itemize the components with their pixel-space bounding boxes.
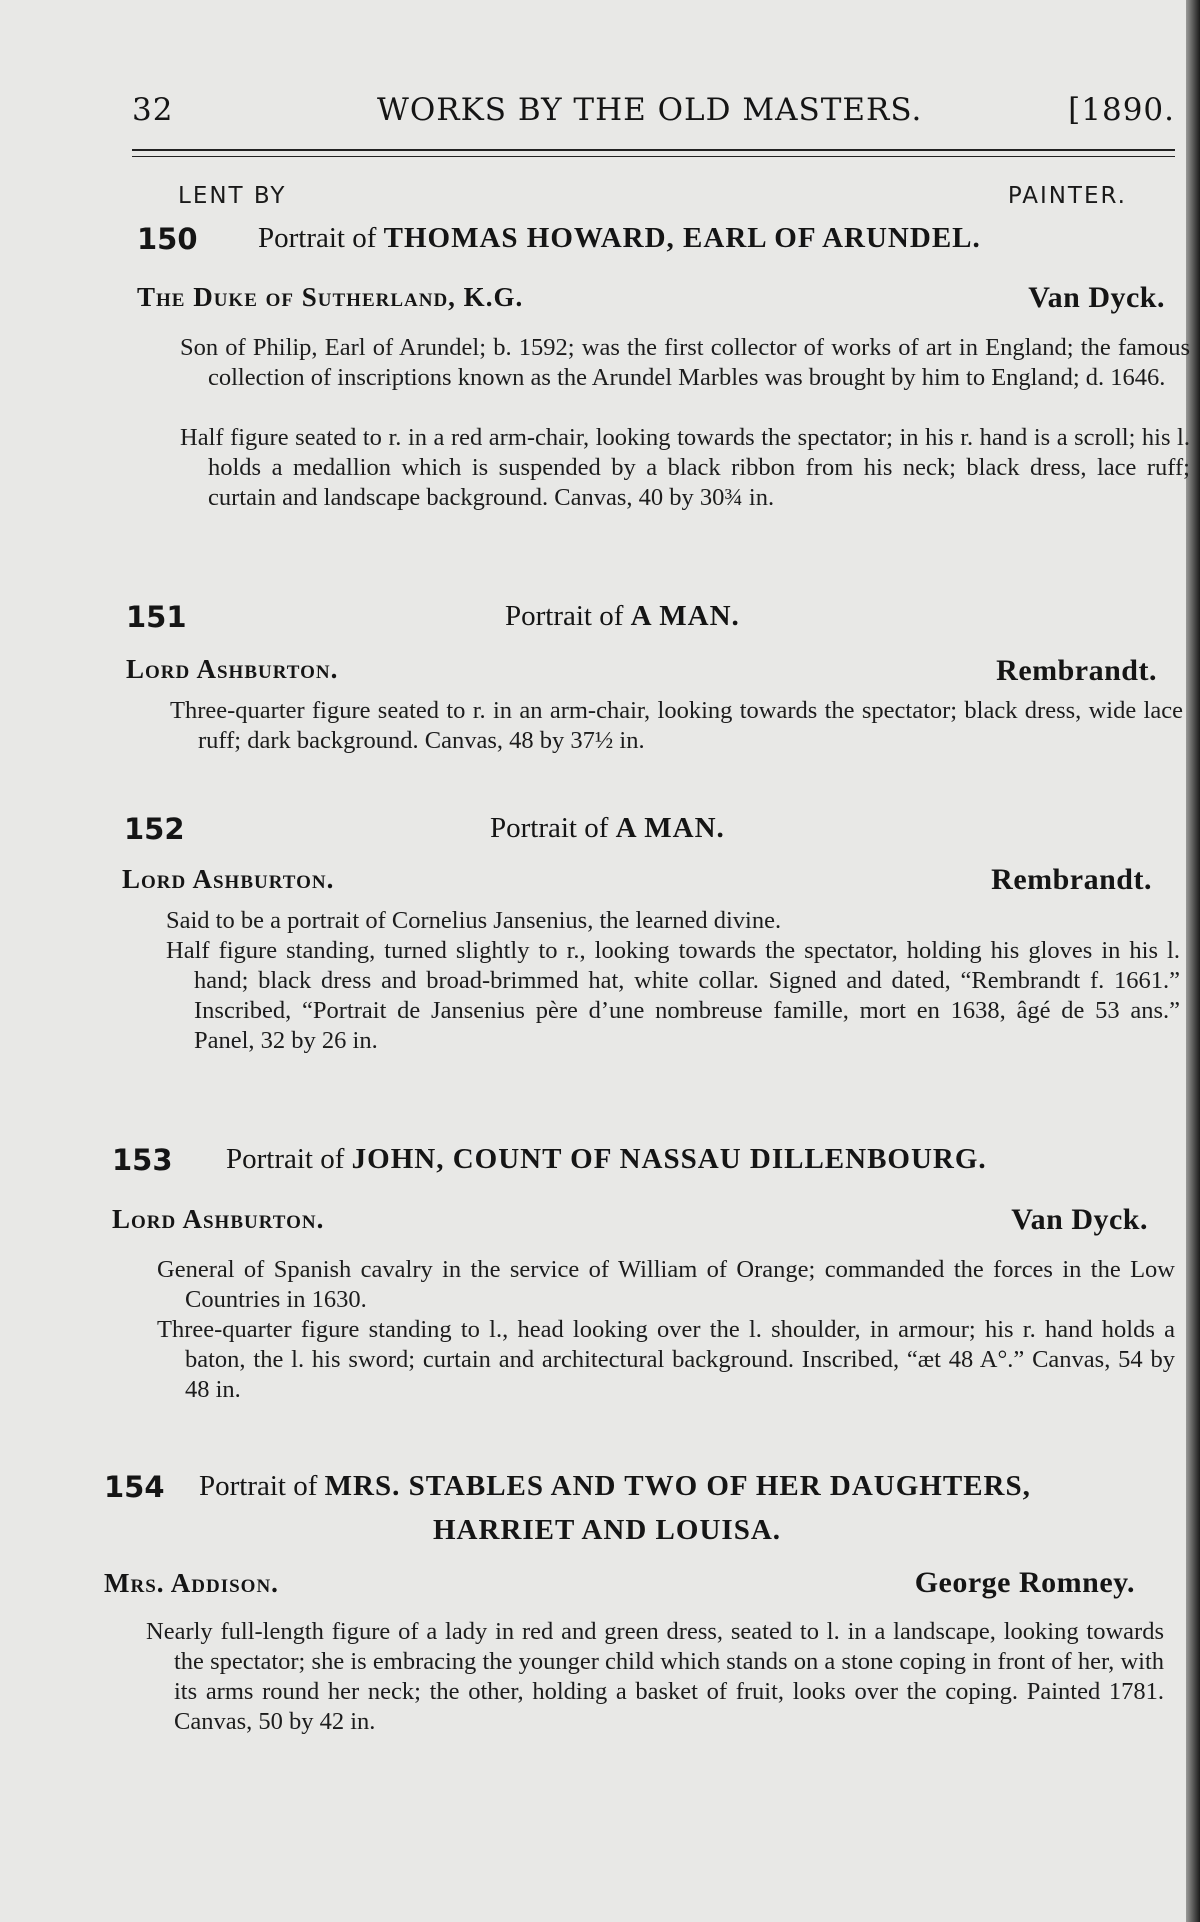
entry-paragraph: Three-quarter figure standing to l., head looking over the l. shoulder, in armour; his r. hand holds a baton, the l. his sword; curtain and architectural background. Inscribed, “æt 48 A°.” Canvas, 54 by 48 in. (157, 1316, 1175, 1403)
entry-title-prefix: Portrait of (490, 812, 609, 844)
entry-number: 150 (137, 222, 198, 256)
entry-title-prefix: Portrait of (199, 1470, 318, 1502)
entry-title (490, 812, 725, 845)
entry-title-subject: THOMAS HOWARD, EARL OF ARUNDEL. (383, 222, 981, 254)
entry-paragraph: Half figure standing, turned slightly to r., looking towards the spectator, holding his gloves in his l. hand; black dress and broad-brimmed hat, white collar. Signed and dated, “Rembrandt f. 1661.” Inscribed, “Portrait de Jansenius père d’une nombreuse famille, mort en 1638, âgé de 53 ans.” Panel, 32 by 26 in. (166, 937, 1180, 1054)
entry-title (226, 1143, 987, 1176)
header-rule-thin (132, 156, 1175, 157)
entry-title-subject: A MAN. (630, 600, 740, 632)
entry-number: 152 (124, 812, 185, 846)
column-heading-lent-by: LENT BY (178, 183, 287, 209)
entry-number: 153 (112, 1143, 173, 1177)
entry-lender: Mrs. Addison. (104, 1568, 279, 1598)
entry-painter: Van Dyck. (1011, 1203, 1148, 1236)
entry-number: 154 (104, 1470, 165, 1504)
column-heading-painter: PAINTER. (1007, 183, 1127, 209)
entry-title-prefix: Portrait of (226, 1143, 345, 1175)
header-rule-thick (132, 149, 1175, 151)
book-spine-shadow (1186, 0, 1200, 1922)
entry-title-subject: JOHN, COUNT OF NASSAU DILLENBOURG. (351, 1143, 987, 1175)
entry-lender: Lord Ashburton. (122, 864, 335, 894)
entry-title (258, 222, 981, 255)
entry-title (199, 1470, 1031, 1503)
entry-lender: Lord Ashburton. (112, 1204, 325, 1234)
entry-painter: Rembrandt. (991, 863, 1152, 896)
entry-paragraph: General of Spanish cavalry in the service of William of Orange; commanded the forces in the Low Countries in 1630. (157, 1256, 1175, 1313)
entry-paragraph: Son of Philip, Earl of Arundel; b. 1592; was the first collector of works of art in England; the famous collection of inscriptions known as the Arundel Marbles was brought by him to England; d. 1646. (180, 334, 1190, 391)
entry-title-subject-line2: HARRIET AND LOUISA. (433, 1514, 782, 1546)
entry-painter: Van Dyck. (1028, 281, 1165, 314)
entry-title (505, 600, 740, 633)
entry-title-prefix: Portrait of (258, 222, 377, 254)
entry-title-prefix: Portrait of (505, 600, 624, 632)
entry-paragraph: Nearly full-length figure of a lady in red and green dress, seated to l. in a landscape, looking towards the spectator; she is embracing the younger child which stands on a stone coping in front of her, with its arms round her neck; the other, holding a basket of fruit, looks over the coping. Painted 1781. Canvas, 50 by 42 in. (146, 1618, 1164, 1735)
entry-painter: George Romney. (914, 1566, 1135, 1599)
entry-lender: Lord Ashburton. (126, 654, 339, 684)
running-header (130, 92, 1175, 132)
entry-title-continuation (433, 1514, 781, 1547)
entry-paragraph: Three-quarter figure seated to r. in an arm-chair, looking towards the spectator; black dress, wide lace ruff; dark background. Canvas, 48 by 37½ in. (170, 697, 1183, 754)
page-number: 32 (132, 92, 174, 128)
entry-title-subject: A MAN. (615, 812, 725, 844)
header-year: [1890. (1068, 92, 1175, 128)
entry-number: 151 (126, 600, 187, 634)
entry-paragraph: Half figure seated to r. in a red arm-chair, looking towards the spectator; in his r. hand is a scroll; his l. holds a medallion which is suspended by a black ribbon from his neck; black dress, lace ruff; curtain and landscape background. Canvas, 40 by 30¾ in. (180, 424, 1190, 511)
entry-painter: Rembrandt. (996, 654, 1157, 687)
entry-title-subject: MRS. STABLES AND TWO OF HER DAUGHTERS, (324, 1470, 1031, 1502)
entry-paragraph: Said to be a portrait of Cornelius Jansenius, the learned divine. (166, 907, 782, 934)
entry-lender: The Duke of Sutherland, K.G. (137, 282, 524, 312)
running-title: WORKS BY THE OLD MASTERS. (377, 92, 923, 128)
